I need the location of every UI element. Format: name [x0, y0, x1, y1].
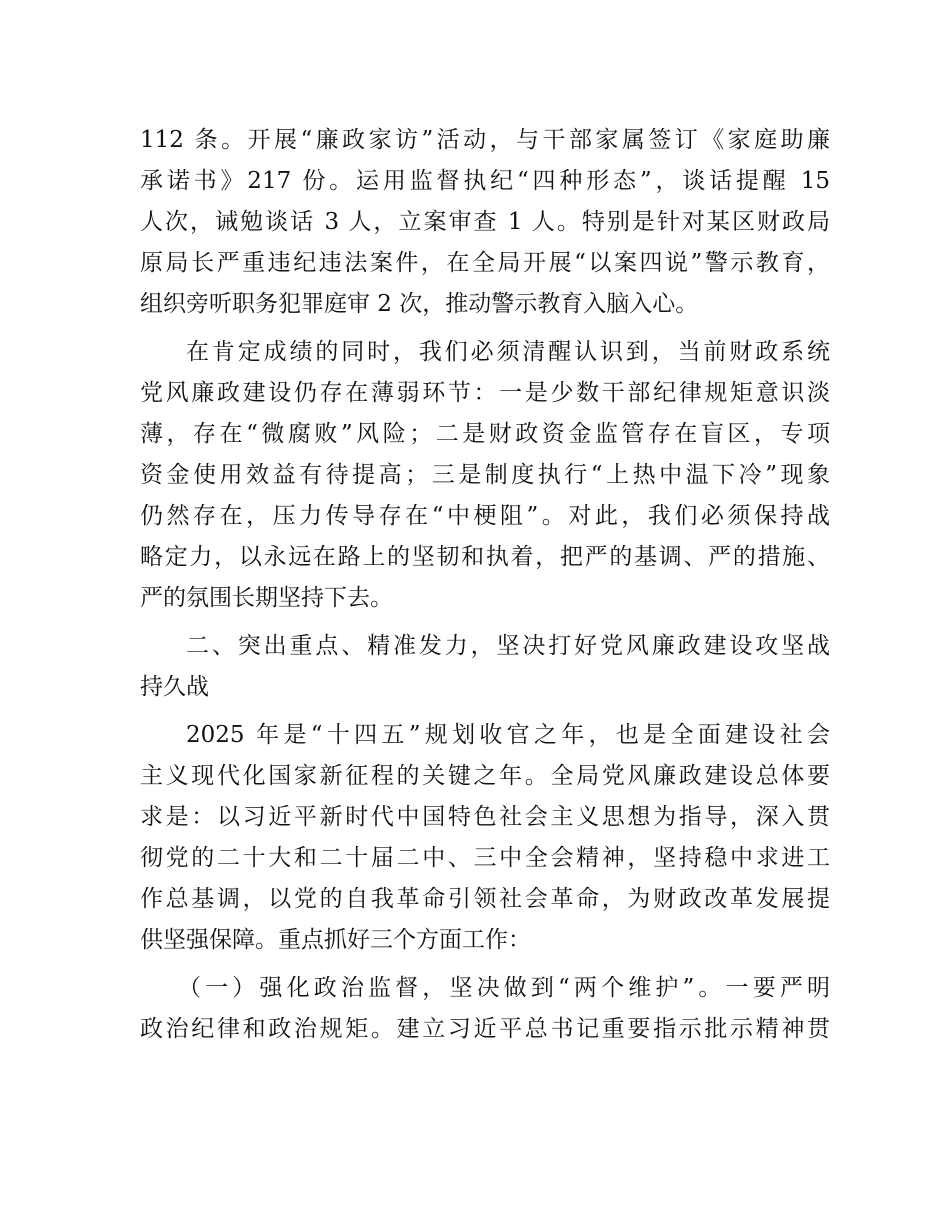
text-line: 在肯定成绩的同时，我们必须清醒认识到，当前财政系统 [186, 339, 830, 365]
text-line: 略定力，以永远在路上的坚韧和执着，把严的基调、严的措施、 [140, 544, 830, 570]
paragraph-5 [140, 968, 830, 1050]
text-line: 112 条。开展“廉政家访”活动，与干部家属签订《家庭助廉 [140, 127, 830, 153]
paragraph-2 [140, 332, 830, 619]
text-line: 党风廉政建设仍存在薄弱环节：一是少数干部纪律规矩意识淡 [140, 380, 830, 406]
text-line: 组织旁听职务犯罪庭审 2 次，推动警示教育入脑入心。 [140, 291, 699, 317]
text-line: 薄，存在“微腐败”风险；二是财政资金监管存在盲区，专项 [140, 421, 830, 447]
text-line: 主义现代化国家新征程的关键之年。全局党风廉政建设总体要 [140, 763, 830, 789]
text-line: 持久战 [140, 674, 209, 700]
text-line: 供坚强保障。重点抓好三个方面工作： [140, 927, 531, 953]
text-line: 2025 年是“十四五”规划收官之年，也是全面建设社会 [186, 722, 830, 748]
text-line: 资金使用效益有待提高；三是制度执行“上热中温下冷”现象 [140, 462, 830, 488]
text-line: 严的氛围长期坚持下去。 [140, 585, 393, 611]
section-heading [140, 626, 830, 708]
text-line: 仍然存在，压力传导存在“中梗阻”。对此，我们必须保持战 [140, 503, 830, 529]
document-body [140, 120, 830, 1057]
text-line: 原局长严重违纪违法案件，在全局开展“以案四说”警示教育， [140, 250, 830, 276]
text-line: （一）强化政治监督，坚决做到“两个维护”。一要严明 [178, 975, 830, 1001]
text-line: 政治纪律和政治规矩。建立习近平总书记重要指示批示精神贯 [140, 1016, 830, 1042]
text-line: 承诺书》217 份。运用监督执纪“四种形态”，谈话提醒 15 [140, 168, 830, 194]
text-line: 求是：以习近平新时代中国特色社会主义思想为指导，深入贯 [140, 804, 830, 830]
text-line: 彻党的二十大和二十届二中、三中全会精神，坚持稳中求进工 [140, 845, 830, 871]
paragraph-4 [140, 715, 830, 961]
text-line: 人次，诫勉谈话 3 人，立案审查 1 人。特别是针对某区财政局 [140, 209, 830, 235]
text-line: 作总基调，以党的自我革命引领社会革命，为财政改革发展提 [140, 886, 830, 912]
text-line: 二、突出重点、精准发力，坚决打好党风廉政建设攻坚战 [186, 633, 830, 659]
paragraph-1 [140, 120, 830, 325]
